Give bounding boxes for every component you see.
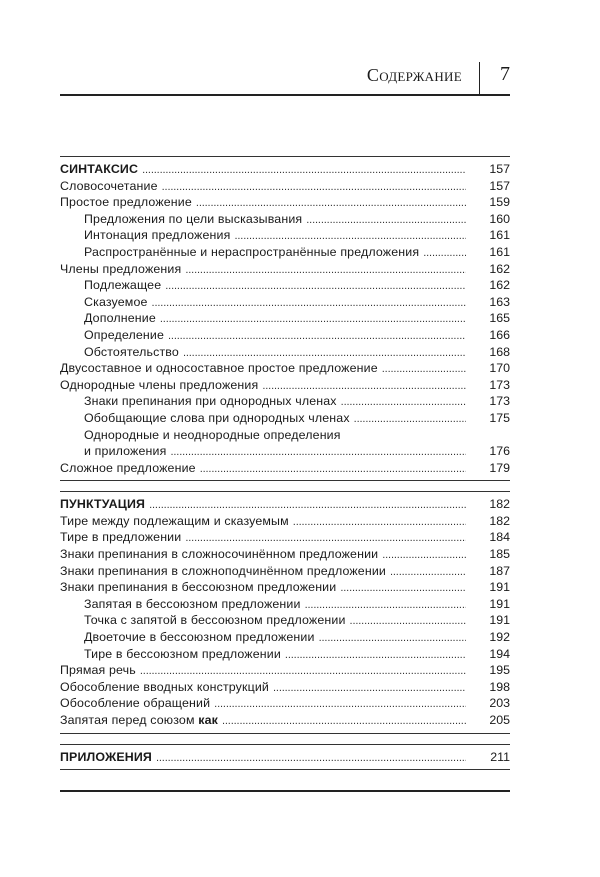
toc-entry-text: ПРИЛОЖЕНИЯ xyxy=(60,749,152,764)
toc-entry-text: СИНТАКСИС xyxy=(60,162,139,176)
toc-page-number: 162 xyxy=(489,278,510,293)
toc-entry[interactable] xyxy=(60,294,510,311)
toc-entry[interactable] xyxy=(60,563,510,580)
toc-entry[interactable] xyxy=(60,749,510,766)
toc-page-number: 157 xyxy=(489,178,510,193)
page-number: 7 xyxy=(500,63,510,85)
toc-entry-title xyxy=(60,579,336,596)
toc-leader-dots xyxy=(350,613,466,630)
toc-page-number: 184 xyxy=(489,530,510,545)
toc-leader-dots xyxy=(382,547,466,564)
toc-entry[interactable] xyxy=(60,579,510,596)
toc-entry[interactable] xyxy=(60,377,510,394)
toc-entry-title: и приложения xyxy=(84,444,167,459)
toc-entry-line xyxy=(60,427,510,444)
toc-entry-text: Обобщающие слова при однородных членах xyxy=(84,410,350,425)
toc-leader-dots xyxy=(160,311,466,328)
toc-entry[interactable] xyxy=(60,244,510,261)
toc-page-number: 182 xyxy=(489,497,510,512)
toc-entry-text: Обособление вводных конструкций xyxy=(60,679,269,694)
toc-leader-dots xyxy=(354,411,466,428)
toc-page-number: 159 xyxy=(489,195,510,210)
toc-page-number: 182 xyxy=(489,513,510,528)
toc-entry[interactable] xyxy=(60,646,510,663)
toc-leader-dots xyxy=(140,663,466,680)
toc-leader-dots xyxy=(185,262,466,279)
toc-leader-dots xyxy=(306,212,466,229)
toc-entry[interactable] xyxy=(60,194,510,211)
toc-leader-dots xyxy=(183,345,466,362)
footer-rule xyxy=(60,790,510,792)
toc-entry-title: Однородные и неоднородные определения xyxy=(84,427,341,442)
toc-leader-dots xyxy=(390,564,466,581)
toc-leader-dots xyxy=(341,394,466,411)
toc-entry[interactable] xyxy=(60,178,510,195)
section-rule xyxy=(60,156,510,157)
toc-page-number: 194 xyxy=(489,646,510,661)
toc-leader-dots xyxy=(234,228,466,245)
toc-entry-text: Запятая в бессоюзном предложении xyxy=(84,596,301,611)
section-rule xyxy=(60,733,510,734)
toc-page-number: 163 xyxy=(489,294,510,309)
toc-entry[interactable] xyxy=(60,410,510,427)
toc-page-number: 165 xyxy=(489,311,510,326)
toc-leader-dots xyxy=(319,630,466,647)
toc-page-number: 161 xyxy=(489,244,510,259)
toc-page-number: 191 xyxy=(489,613,510,628)
toc-entry[interactable] xyxy=(60,460,510,477)
toc-entry-text: Знаки препинания в сложноподчинённом предложении xyxy=(60,563,386,578)
toc-page-number: 173 xyxy=(489,377,510,392)
toc-entry-title xyxy=(60,178,158,195)
toc-page-number: 176 xyxy=(489,444,510,459)
toc-entry-title xyxy=(60,563,386,580)
toc-entry-title xyxy=(84,244,419,261)
toc-entry[interactable] xyxy=(60,679,510,696)
toc-entry[interactable] xyxy=(60,596,510,613)
toc-entry-text: Сложное предложение xyxy=(60,460,196,475)
toc-entry-text: ПУНКТУАЦИЯ xyxy=(60,497,146,512)
toc-entry-title xyxy=(60,749,152,766)
toc-entry-title xyxy=(60,161,138,178)
toc-page-number: 162 xyxy=(489,261,510,276)
toc-entry-title xyxy=(84,410,350,427)
toc-entry-title xyxy=(60,695,210,712)
toc-entry-emphasis: как xyxy=(198,713,218,727)
toc-entry-text: Однородные члены предложения xyxy=(60,377,259,392)
toc-entry[interactable] xyxy=(60,344,510,361)
running-header xyxy=(60,60,510,96)
section-rule xyxy=(60,480,510,481)
toc-entry-title xyxy=(84,211,302,228)
toc-entry[interactable] xyxy=(60,327,510,344)
toc-entry-title xyxy=(60,460,196,477)
toc-entry-text: Знаки препинания при однородных членах xyxy=(84,394,337,409)
toc-entry-title xyxy=(60,662,136,679)
toc-page-number: 198 xyxy=(489,679,510,694)
toc-entry-text: Обстоятельство xyxy=(84,344,179,359)
toc-leader-dots xyxy=(293,514,466,531)
toc-entry-title xyxy=(84,612,346,629)
toc-entry-title xyxy=(84,294,148,311)
toc-entry-title xyxy=(60,261,181,278)
toc-entry-text: Распространённые и нераспространённые предложения xyxy=(84,244,420,259)
toc-entry-title xyxy=(60,496,145,513)
toc-entry-text: Обособление обращений xyxy=(60,696,211,711)
toc-page-number: 187 xyxy=(489,563,510,578)
toc-entry-text: Двусоставное и односоставное простое предложение xyxy=(60,361,378,376)
toc-entry[interactable] xyxy=(60,513,510,530)
toc-page-number: 160 xyxy=(489,211,510,226)
toc-entry-title xyxy=(60,377,258,394)
toc-entry[interactable] xyxy=(60,393,510,410)
toc-entry-text: Тире в бессоюзном предложении xyxy=(84,646,281,661)
section-rule xyxy=(60,491,510,492)
toc-leader-dots xyxy=(196,195,466,212)
toc-entry[interactable] xyxy=(60,227,510,244)
toc-entry[interactable] xyxy=(60,310,510,327)
toc-page-number: 205 xyxy=(489,713,510,727)
toc-entry-title xyxy=(84,327,164,344)
toc-page-number: 166 xyxy=(489,327,510,342)
toc-entry-title xyxy=(60,194,192,211)
toc-entry-text: Подлежащее xyxy=(84,278,162,293)
toc-leader-dots xyxy=(165,278,466,295)
toc-entry[interactable] xyxy=(60,712,510,729)
header-title: Содержание xyxy=(366,65,462,85)
toc-entry[interactable] xyxy=(60,695,510,712)
toc-leader-dots xyxy=(149,497,466,514)
toc-leader-dots xyxy=(152,295,466,312)
toc-entry-title xyxy=(84,646,281,663)
toc-page-number: 161 xyxy=(489,228,510,243)
toc-page-number: 179 xyxy=(489,460,510,475)
toc-leader-dots xyxy=(200,461,466,478)
toc-leader-dots xyxy=(285,647,466,664)
toc-page-number: 191 xyxy=(489,596,510,611)
toc-entry-text: Словосочетание xyxy=(60,178,158,193)
toc-entry-text: Знаки препинания в сложносочинённом предложении xyxy=(60,547,379,562)
toc-entry[interactable] xyxy=(60,161,510,178)
toc-leader-dots xyxy=(162,179,466,196)
toc-page-number: 157 xyxy=(489,162,510,176)
toc-entry[interactable] xyxy=(60,629,510,646)
toc-entry-text: Знаки препинания в бессоюзном предложении xyxy=(60,580,337,595)
toc-leader-dots xyxy=(156,750,466,767)
toc-entry[interactable] xyxy=(60,529,510,546)
toc-entry[interactable] xyxy=(60,277,510,294)
toc-entry-text: Тире в предложении xyxy=(60,530,182,545)
toc-leader-dots xyxy=(168,328,466,345)
toc-page-number: 175 xyxy=(489,410,510,425)
toc-page-number: 170 xyxy=(489,361,510,376)
toc-page-number: 211 xyxy=(490,749,510,764)
toc-entry-title xyxy=(60,712,218,729)
toc-entry-text: Члены предложения xyxy=(60,261,182,276)
toc-entry-title xyxy=(84,310,156,327)
toc-entry-title xyxy=(60,513,289,530)
toc-leader-dots xyxy=(305,597,466,614)
toc-entry-text: Интонация предложения xyxy=(84,228,231,243)
toc-entry-title xyxy=(84,344,179,361)
toc-entry-text: Простое предложение xyxy=(60,195,192,210)
toc-entry[interactable] xyxy=(60,360,510,377)
toc-leader-dots xyxy=(340,580,466,597)
toc-entry[interactable] xyxy=(60,496,510,513)
header-separator xyxy=(479,62,481,94)
toc-entry-text: Определение xyxy=(84,327,164,342)
toc-entry[interactable] xyxy=(60,443,510,460)
toc-entry-title xyxy=(84,596,301,613)
toc-entry[interactable] xyxy=(60,261,510,278)
toc-entry-text: Прямая речь xyxy=(60,663,136,678)
toc-leader-dots xyxy=(142,162,466,179)
toc-entry-text: Запятая перед союзом xyxy=(60,713,195,727)
toc-leader-dots xyxy=(273,680,466,697)
toc-entry-title xyxy=(84,227,230,244)
toc-entry-title xyxy=(60,679,269,696)
toc-entry[interactable] xyxy=(60,211,510,228)
toc-leader-dots xyxy=(262,378,466,395)
toc-entry-text: Тире между подлежащим и сказуемым xyxy=(60,513,289,528)
toc-page-number: 192 xyxy=(489,630,510,645)
toc-page-number: 203 xyxy=(489,696,510,711)
toc-entry-title xyxy=(84,393,337,410)
section-rule xyxy=(60,769,510,770)
toc-entry-title xyxy=(60,529,181,546)
toc-leader-dots xyxy=(185,530,466,547)
toc-entry-text: Двоеточие в бессоюзном предложении xyxy=(84,630,315,645)
toc-page-number: 195 xyxy=(489,663,510,678)
toc-entry-title xyxy=(60,546,378,563)
toc-leader-dots xyxy=(423,245,466,262)
toc-entry-title xyxy=(60,360,378,377)
toc-entry-title xyxy=(84,277,161,294)
toc-entry[interactable] xyxy=(60,662,510,679)
toc-entry-text: Дополнение xyxy=(84,311,156,326)
toc-page-number: 173 xyxy=(489,394,510,409)
toc-leader-dots xyxy=(382,361,466,378)
toc-entry-text: Точка с запятой в бессоюзном предложении xyxy=(84,613,346,628)
toc-page-number: 185 xyxy=(489,547,510,562)
toc-entry[interactable] xyxy=(60,612,510,629)
toc-leader-dots xyxy=(214,696,466,713)
toc-entry-text: Предложения по цели высказывания xyxy=(84,211,303,226)
toc-entry-title xyxy=(84,629,315,646)
toc-entry[interactable] xyxy=(60,546,510,563)
table-of-contents xyxy=(60,156,510,776)
section-rule xyxy=(60,744,510,745)
toc-leader-dots xyxy=(222,713,466,730)
toc-page-number: 191 xyxy=(489,580,510,595)
toc-entry-text: Сказуемое xyxy=(84,294,148,309)
toc-leader-dots xyxy=(170,444,466,461)
toc-page-number: 168 xyxy=(489,344,510,359)
